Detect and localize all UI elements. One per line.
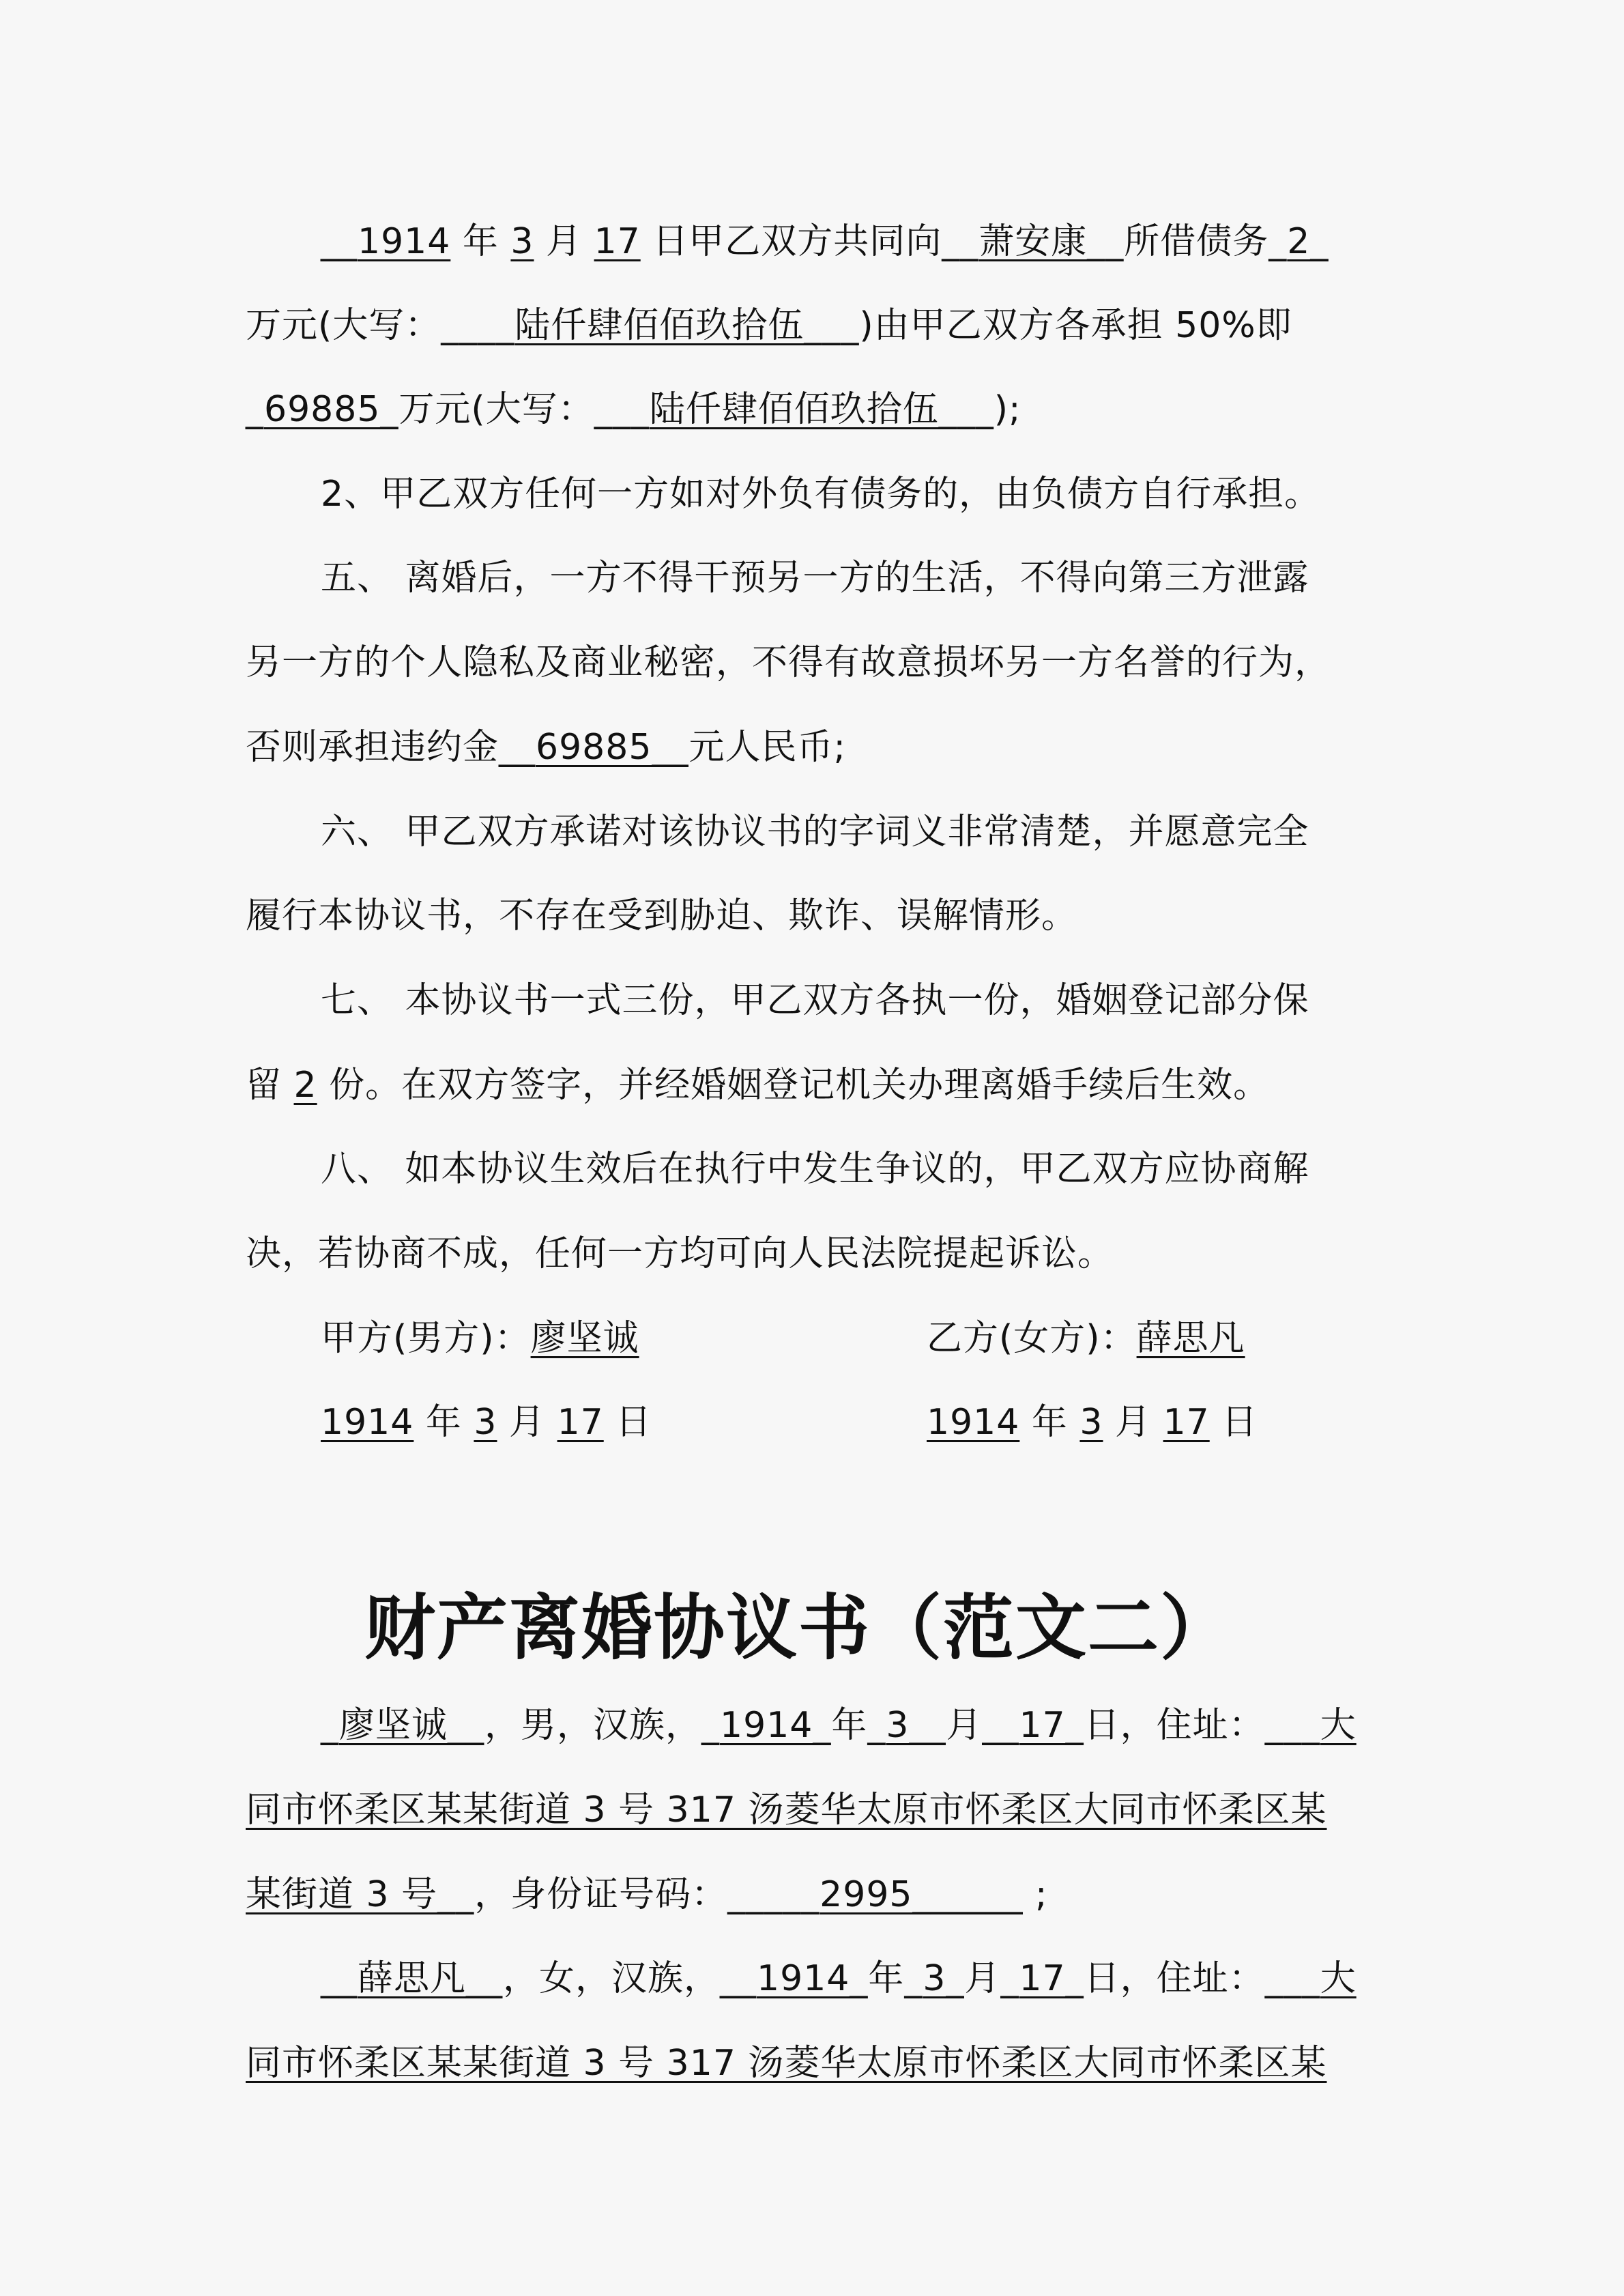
date-year: 1914: [321, 1402, 414, 1443]
text: ，男，汉族，: [484, 1705, 702, 1746]
debt-line-1: [321, 217, 1329, 266]
man-name: 廖坚诚: [339, 1705, 448, 1746]
blank: __: [720, 1958, 757, 1999]
blank: _: [1268, 221, 1288, 262]
man-address: 某街道 3 号: [246, 1874, 438, 1915]
blank: __: [982, 1705, 1019, 1746]
text: ，女，汉族，: [503, 1958, 721, 1999]
text: 月: [964, 1958, 1001, 1999]
text: 留: [246, 1065, 294, 1106]
man-birth-year: 1914: [720, 1705, 813, 1746]
clause-6: 六、 甲乙双方承诺对该协议书的字词义非常清楚，并愿意完全: [321, 812, 1309, 852]
blank: _: [1000, 1958, 1019, 1999]
text: ，身份证号码：: [474, 1874, 728, 1915]
text: 月: [946, 1705, 983, 1746]
party-b-name: 薛思凡: [1136, 1318, 1245, 1359]
text: 日，住址：: [1084, 1705, 1265, 1746]
date-day: 17: [557, 1402, 604, 1443]
signature-party-a: [321, 1314, 639, 1363]
debt-year: 1914: [358, 221, 451, 262]
woman-address: 同市怀柔区某某街道 3 号 317 汤菱华太原市怀柔区大同市怀柔区某: [246, 2043, 1327, 2084]
blank: ___: [804, 305, 860, 346]
blank: __: [1087, 221, 1125, 262]
text: 月: [497, 1402, 557, 1443]
woman-birth-month: 3: [923, 1958, 946, 1999]
blank: __: [466, 1958, 504, 1999]
woman-address: 大: [1320, 1958, 1357, 1999]
text: 份。在双方签字，并经婚姻登记机关办理离婚手续后生效。: [317, 1065, 1270, 1106]
man-id-line: [246, 1870, 1048, 1919]
blank: __: [321, 221, 358, 262]
man-address: 大: [1320, 1705, 1357, 1746]
text: ;: [1023, 1874, 1048, 1915]
text: 年: [450, 221, 511, 262]
clause-8: 八、 如本协议生效后在执行中发生争议的，甲乙双方应协商解: [321, 1149, 1309, 1190]
share-amount-uppercase: 陆仟肆佰佰玖拾伍: [649, 389, 939, 430]
signature-date-b: [927, 1398, 1258, 1447]
text: )由甲乙双方各承担 50%即: [859, 305, 1292, 346]
woman-name: 薛思凡: [358, 1958, 467, 1999]
date-month: 3: [1079, 1402, 1103, 1443]
text: );: [994, 389, 1021, 430]
blank: __: [942, 221, 979, 262]
text: 月: [534, 221, 594, 262]
blank: _: [701, 1705, 721, 1746]
blank: _: [850, 1958, 869, 1999]
clause-5: 五、 离婚后，一方不得干预另一方的生活，不得向第三方泄露: [321, 558, 1309, 599]
debt-day: 17: [594, 221, 641, 262]
debt-amount-uppercase: 陆仟肆佰佰玖拾伍: [514, 305, 804, 346]
debt-line-2: [246, 301, 1292, 350]
penalty-amount: 69885: [536, 727, 652, 768]
date-year: 1914: [927, 1402, 1020, 1443]
clause-6-cont: 履行本协议书，不存在受到胁迫、欺诈、误解情形。: [246, 895, 1078, 936]
text: 年: [1019, 1402, 1080, 1443]
blank: _: [1065, 1705, 1084, 1746]
signature-party-b: [927, 1314, 1245, 1363]
blank: _: [946, 1958, 965, 1999]
clause-7-cont: [246, 1061, 1269, 1110]
text: 日: [603, 1402, 652, 1443]
party-b-label: 乙方(女方)：: [927, 1318, 1137, 1359]
man-address-line: [246, 1785, 1326, 1835]
blank: __: [321, 1958, 358, 1999]
document-title: 财产离婚协议书（范文二）: [364, 1586, 1232, 1669]
blank: _: [867, 1705, 886, 1746]
blank: ___: [1264, 1958, 1320, 1999]
date-day: 17: [1163, 1402, 1210, 1443]
man-id-number: 2995: [820, 1874, 913, 1915]
man-birth-month: 3: [886, 1705, 910, 1746]
text: 月: [1103, 1402, 1163, 1443]
blank: ___: [938, 389, 994, 430]
man-address: 同市怀柔区某某街道 3 号 317 汤菱华太原市怀柔区大同市怀柔区某: [246, 1790, 1327, 1831]
blank: __: [909, 1705, 946, 1746]
clause-7: 七、 本协议书一式三份，甲乙双方各执一份，婚姻登记部分保: [321, 980, 1309, 1021]
man-birth-day: 17: [1019, 1705, 1066, 1746]
blank: __: [499, 727, 536, 768]
blank: __: [448, 1705, 485, 1746]
blank: _: [246, 389, 264, 430]
blank: ______: [912, 1874, 1024, 1915]
date-month: 3: [474, 1402, 497, 1443]
clause-debt-2: 2、甲乙双方任何一方如对外负有债务的，由负债方自行承担。: [321, 474, 1321, 515]
text: 万元(大写：: [398, 389, 594, 430]
blank: __: [437, 1874, 475, 1915]
text: 元人民币;: [688, 727, 846, 768]
creditor-name: 萧安康: [978, 221, 1088, 262]
blank: _: [904, 1958, 923, 1999]
blank: ____: [441, 305, 515, 346]
woman-birth-day: 17: [1019, 1958, 1066, 1999]
blank: ___: [1264, 1705, 1320, 1746]
copies-count: 2: [293, 1065, 317, 1106]
man-info-line: [321, 1701, 1357, 1750]
blank: ___: [594, 389, 650, 430]
party-a-name: 廖坚诚: [530, 1318, 639, 1359]
debt-amount: 2: [1287, 221, 1311, 262]
text: 年: [414, 1402, 474, 1443]
signature-date-a: [321, 1398, 652, 1447]
blank: _: [1065, 1958, 1084, 1999]
text: 万元(大写：: [246, 305, 441, 346]
party-a-label: 甲方(男方)：: [321, 1318, 531, 1359]
share-amount: 69885: [264, 389, 381, 430]
blank: _____: [727, 1874, 820, 1915]
text: 日: [1209, 1402, 1258, 1443]
blank: _: [813, 1705, 832, 1746]
woman-birth-year: 1914: [757, 1958, 850, 1999]
debt-month: 3: [510, 221, 534, 262]
text: 否则承担违约金: [246, 727, 499, 768]
woman-info-line: [321, 1954, 1357, 2003]
clause-8-cont: 决，若协商不成，任何一方均可向人民法院提起诉讼。: [246, 1233, 1114, 1274]
text: 年: [868, 1958, 905, 1999]
woman-address-line: [246, 2039, 1326, 2088]
text: 年: [831, 1705, 868, 1746]
blank: _: [321, 1705, 339, 1746]
text: 日甲乙双方共同向: [640, 221, 942, 262]
debt-line-3: [246, 385, 1021, 434]
blank: _: [1310, 221, 1329, 262]
text: 日，住址：: [1084, 1958, 1265, 1999]
clause-5-cont: 另一方的个人隐私及商业秘密，不得有故意损坏另一方名誉的行为，: [246, 642, 1331, 683]
blank: _: [380, 389, 399, 430]
blank: __: [652, 727, 689, 768]
text: 所借债务: [1124, 221, 1269, 262]
clause-5-penalty: [246, 723, 846, 772]
